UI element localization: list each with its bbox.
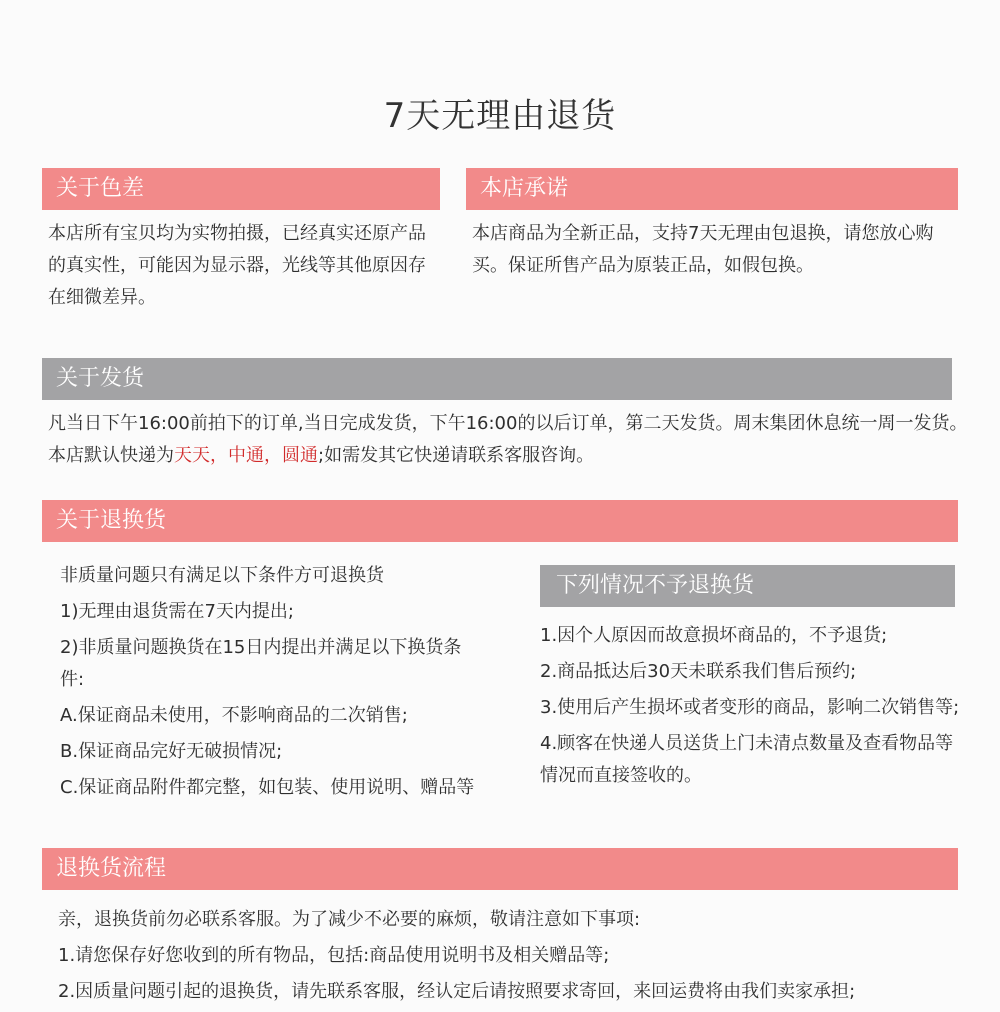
returns-heading: 关于退换货 <box>42 500 958 542</box>
default-couriers: 天天，中通，圆通 <box>174 445 318 466</box>
list-item: 亲，退换货前勿必联系客服。为了减少不必要的麻烦，敬请注意如下事项: <box>58 909 641 930</box>
list-item: C.保证商品附件都完整，如包装、使用说明、赠品等 <box>60 777 475 798</box>
list-item: 4.顾客在快递人员送货上门未清点数量及查看物品等情况而直接签收的。 <box>540 733 954 786</box>
list-item: A.保证商品未使用，不影响商品的二次销售; <box>60 705 408 726</box>
page-title: 7天无理由退货 <box>383 96 617 136</box>
return-conditions-list <box>60 560 480 808</box>
list-item: B.保证商品完好无破损情况; <box>60 741 283 762</box>
shipping-heading: 关于发货 <box>42 358 952 400</box>
list-item: 1)无理由退货需在7天内提出; <box>60 601 294 622</box>
no-return-list <box>540 620 960 796</box>
no-return-heading: 下列情况不予退换货 <box>540 565 955 607</box>
return-process-list <box>58 904 988 1012</box>
store-promise-heading: 本店承诺 <box>466 168 958 210</box>
return-process-heading: 退换货流程 <box>42 848 958 890</box>
list-item: 1.请您保存好您收到的所有物品，包括:商品使用说明书及相关赠品等; <box>58 945 610 966</box>
list-item: 2.因质量问题引起的退换货，请先联系客服，经认定后请按照要求寄回，来回运费将由我们卖家承担; <box>58 981 856 1002</box>
color-difference-heading: 关于色差 <box>42 168 440 210</box>
list-item: 2.商品抵达后30天未联系我们售后预约; <box>540 661 857 682</box>
color-difference-text: 本店所有宝贝均为实物拍摄，已经真实还原产品的真实性，可能因为显示器，光线等其他原因存在细微差异。 <box>48 223 426 308</box>
list-item: 3.使用后产生损坏或者变形的商品，影响二次销售等; <box>540 697 960 718</box>
list-item: 2)非质量问题换货在15日内提出并满足以下换货条件: <box>60 637 462 690</box>
shipping-text-main: 凡当日下午16:00前拍下的订单,当日完成发货，下午16:00的以后订单，第二天发货。周末集团休息统一周一发货。本店默认快递为 <box>48 413 968 466</box>
store-promise-text: 本店商品为全新正品，支持7天无理由包退换，请您放心购买。保证所售产品为原装正品，如假包换。 <box>472 223 934 276</box>
list-item: 1.因个人原因而故意损坏商品的，不予退货; <box>540 625 888 646</box>
shipping-text <box>48 408 970 472</box>
shipping-text-tail: ;如需发其它快递请联系客服咨询。 <box>318 445 595 466</box>
list-item: 非质量问题只有满足以下条件方可退换货 <box>60 565 384 586</box>
